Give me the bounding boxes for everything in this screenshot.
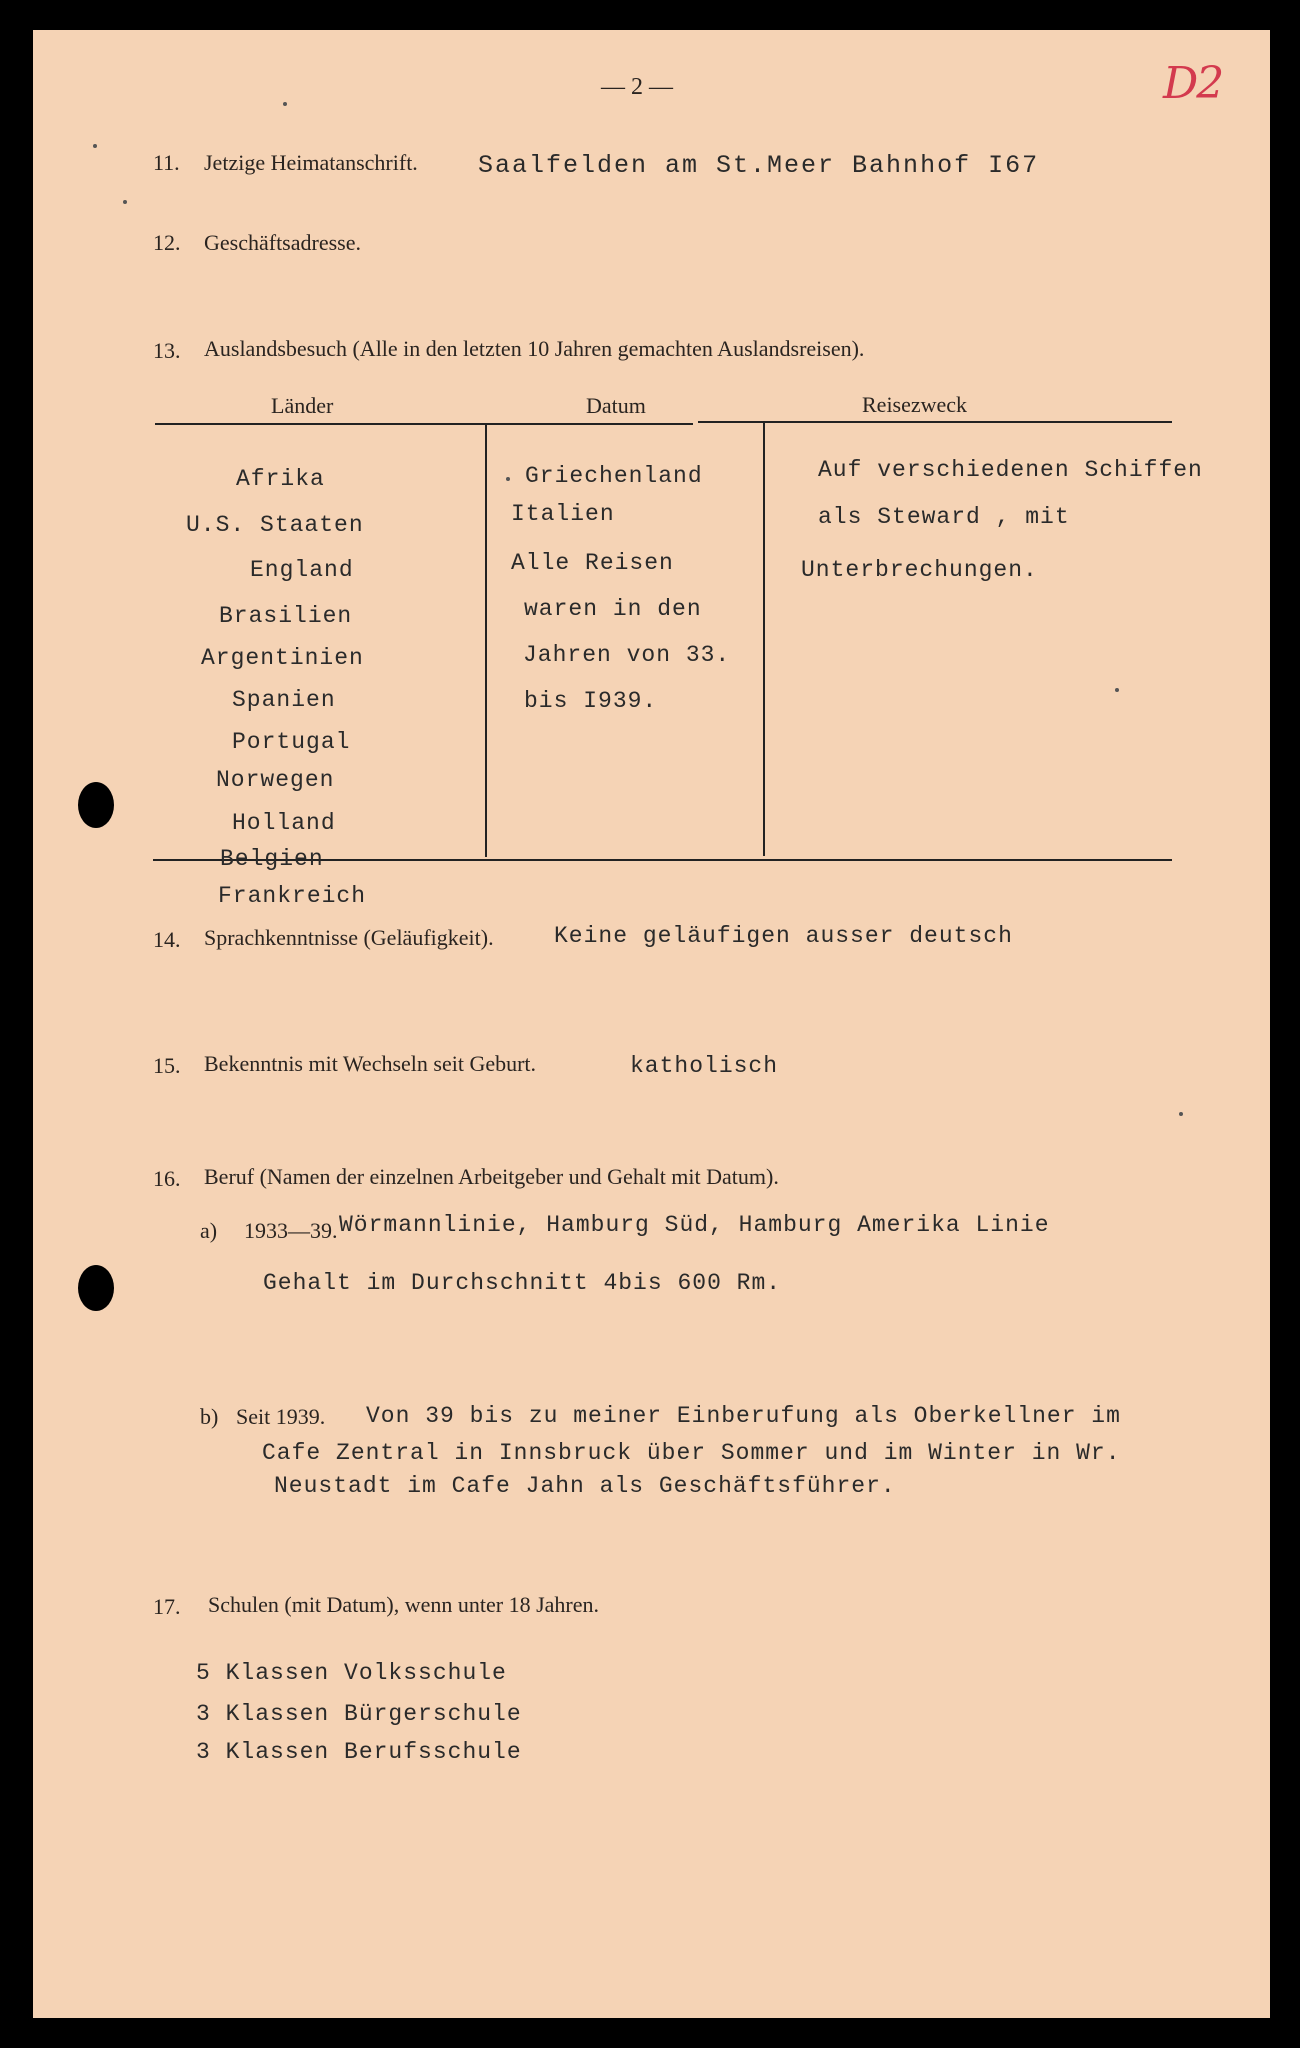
item14-value: Keine geläufigen ausser deutsch [554, 923, 1013, 949]
purpose-line-2: als Steward , mit [818, 504, 1070, 530]
item14-number: 14. [153, 927, 181, 952]
item16b-line-3: Neustadt im Cafe Jahn als Geschäftsführer. [274, 1473, 896, 1499]
dot-mark [506, 477, 510, 481]
school-volksschule: 5 Klassen Volksschule [196, 1660, 507, 1686]
school-buergerschule: 3 Klassen Bürgerschule [196, 1701, 522, 1727]
date-jahren-von: Jahren von 33. [523, 642, 731, 668]
paper-speck [123, 200, 127, 204]
country-norwegen: Norwegen [216, 767, 335, 793]
item16b-date: Seit 1939. [236, 1404, 326, 1429]
country-afrika: Afrika [236, 466, 325, 492]
item15-number: 15. [153, 1053, 181, 1078]
document-page [33, 30, 1270, 2018]
date-griechenland: Griechenland [525, 463, 703, 489]
date-italien: Italien [511, 501, 615, 527]
item11-number: 11. [153, 150, 180, 175]
item16a-line-2: Gehalt im Durchschnitt 4bis 600 Rm. [263, 1270, 782, 1296]
purpose-line-3: Unterbrechungen. [801, 557, 1038, 583]
punch-hole [78, 1265, 114, 1311]
item16b-line-2: Cafe Zentral in Innsbruck über Sommer und im Winter in Wr. [262, 1440, 1121, 1466]
item14-label: Sprachkenntnisse (Geläufigkeit). [204, 925, 494, 950]
item17-number: 17. [153, 1594, 181, 1619]
item15-label: Bekenntnis mit Wechseln seit Geburt. [204, 1051, 537, 1076]
item13-label: Auslandsbesuch (Alle in den letzten 10 Jahren gemachten Auslandsreisen). [204, 336, 865, 361]
table-header-laender: Länder [271, 393, 334, 418]
country-holland: Holland [232, 810, 336, 836]
country-brasilien: Brasilien [219, 603, 353, 629]
date-bis-1939: bis I939. [524, 688, 658, 714]
table-header-datum: Datum [586, 393, 646, 418]
punch-hole [78, 782, 114, 828]
table-header-reisezweck: Reisezweck [862, 392, 968, 417]
item16a-label: a) [200, 1218, 218, 1243]
country-argentinien: Argentinien [201, 645, 364, 671]
item13-number: 13. [153, 338, 181, 363]
country-spanien: Spanien [232, 687, 336, 713]
date-alle-reisen: Alle Reisen [511, 550, 674, 576]
item16-number: 16. [153, 1166, 181, 1191]
item16-label: Beruf (Namen der einzelnen Arbeitgeber und Gehalt mit Datum). [204, 1164, 779, 1189]
handwritten-mark: D2 [1163, 58, 1223, 109]
country-us-staaten: U.S. Staaten [186, 512, 364, 538]
country-england: England [250, 557, 354, 583]
table-column-divider-1 [485, 425, 487, 857]
item12-label: Geschäftsadresse. [204, 230, 361, 255]
table-top-rule-left [155, 423, 693, 425]
paper-speck [283, 102, 287, 106]
item17-label: Schulen (mit Datum), wenn unter 18 Jahren. [208, 1592, 600, 1617]
date-waren-in-den: waren in den [524, 596, 702, 622]
country-frankreich: Frankreich [218, 883, 367, 909]
paper-speck [1115, 688, 1119, 692]
item16a-date: 1933—39. [244, 1218, 338, 1243]
item16b-label: b) [200, 1404, 219, 1429]
page-number: — 2 — [601, 74, 673, 100]
table-top-rule-right [698, 421, 1172, 423]
item11-label: Jetzige Heimatanschrift. [204, 150, 418, 175]
school-berufsschule: 3 Klassen Berufsschule [196, 1739, 522, 1765]
country-belgien: Belgien [220, 846, 324, 872]
purpose-line-1: Auf verschiedenen Schiffen [818, 457, 1203, 483]
table-column-divider-2 [763, 422, 765, 856]
item16b-line-1: Von 39 bis zu meiner Einberufung als Oberkellner im [366, 1403, 1121, 1429]
paper-speck [1179, 1112, 1183, 1116]
item15-value: katholisch [630, 1053, 779, 1079]
item16a-line-1: Wörmannlinie, Hamburg Süd, Hamburg Amerika Linie [339, 1212, 1050, 1238]
country-portugal: Portugal [232, 729, 351, 755]
paper-speck [93, 144, 97, 148]
item12-number: 12. [153, 230, 181, 255]
item11-value: Saalfelden am St.Meer Bahnhof I67 [478, 151, 1040, 180]
